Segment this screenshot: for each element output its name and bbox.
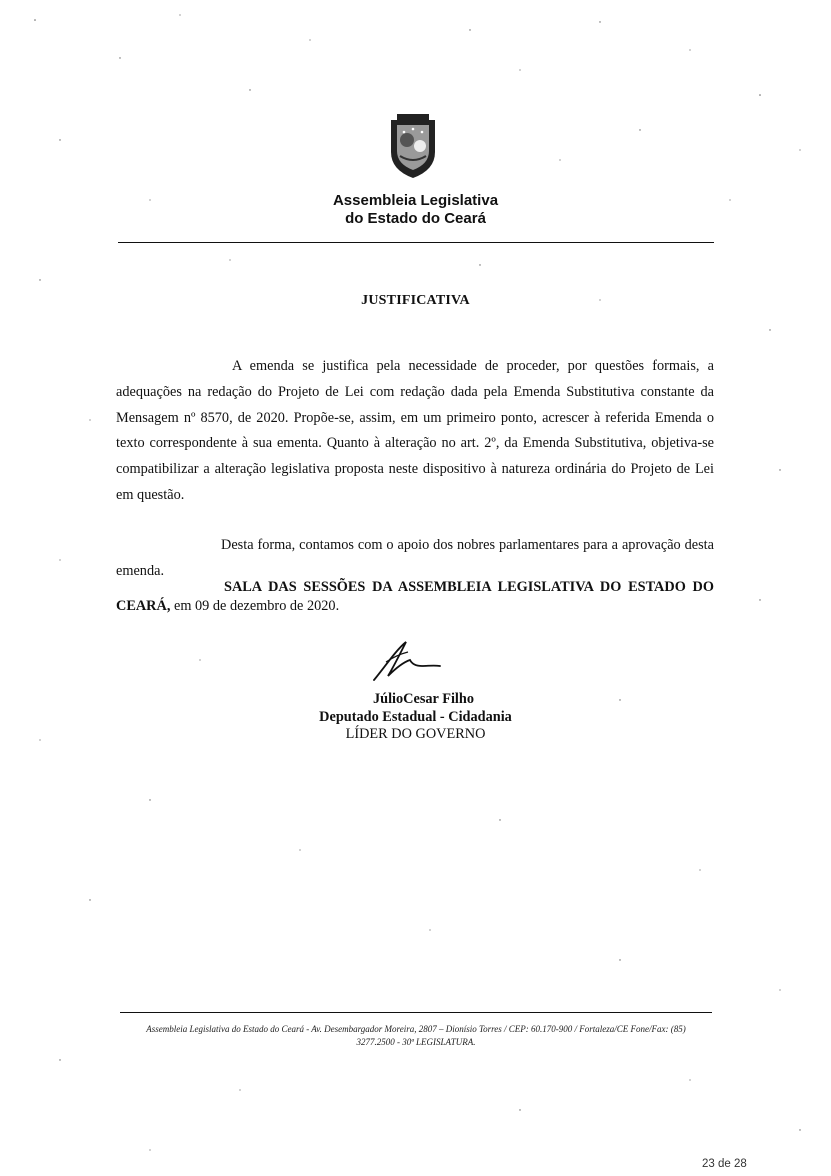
session-date: em 09 de dezembro de 2020. — [170, 598, 340, 614]
signer-name: JúlioCesar Filho — [372, 691, 474, 707]
signer-position: LÍDER DO GOVERNO — [345, 726, 486, 742]
footer-divider — [120, 1012, 712, 1013]
signer-role: Deputado Estadual - Cidadania — [319, 709, 512, 725]
session-location-date — [116, 578, 714, 616]
footer-address-line2: 3277.2500 - 30ª LEGISLATURA. — [356, 1037, 476, 1047]
handwritten-signature — [366, 638, 446, 684]
session-location: SALA DAS SESSÕES DA ASSEMBLEIA LEGISLATIVA DO ESTADO DO CEARÁ, — [116, 579, 714, 614]
document-title: JUSTIFICATIVA — [361, 293, 470, 308]
state-coat-of-arms-logo — [386, 108, 440, 180]
justification-paragraph: A emenda se justifica pela necessidade de proceder, por questões formais, a adequações na redação do Projeto de Lei com redação dada pela Emenda Substitutiva constante da Mensagem nº 8570, de 2020. Propõe-se, assim, em um primeiro ponto, acrescer à referida Emenda o texto correspondente à sua ementa. Quanto à alteração no art. 2º, da Emenda Substitutiva, objetiva-se compatibilizar a alteração legislativa proposta neste dispositivo à natureza ordinária do Projeto de Lei em questão. — [116, 358, 714, 503]
institution-name: Assembleia Legislativa — [332, 192, 499, 209]
page-number: 23 de 28 — [702, 1158, 747, 1170]
header-divider — [118, 242, 714, 243]
footer-address — [110, 1023, 722, 1049]
closing-paragraph: Desta forma, contamos com o apoio dos nobres parlamentares para a aprovação desta emenda. — [116, 537, 714, 579]
institution-state: do Estado do Ceará — [345, 210, 486, 227]
footer-address-line1: Assembleia Legislativa do Estado do Ceará - Av. Desembargador Moreira, 2807 – Dionísio Torres / CEP: 60.170-900 / Fortaleza/CE Fone/Fax: (85) — [146, 1024, 686, 1034]
